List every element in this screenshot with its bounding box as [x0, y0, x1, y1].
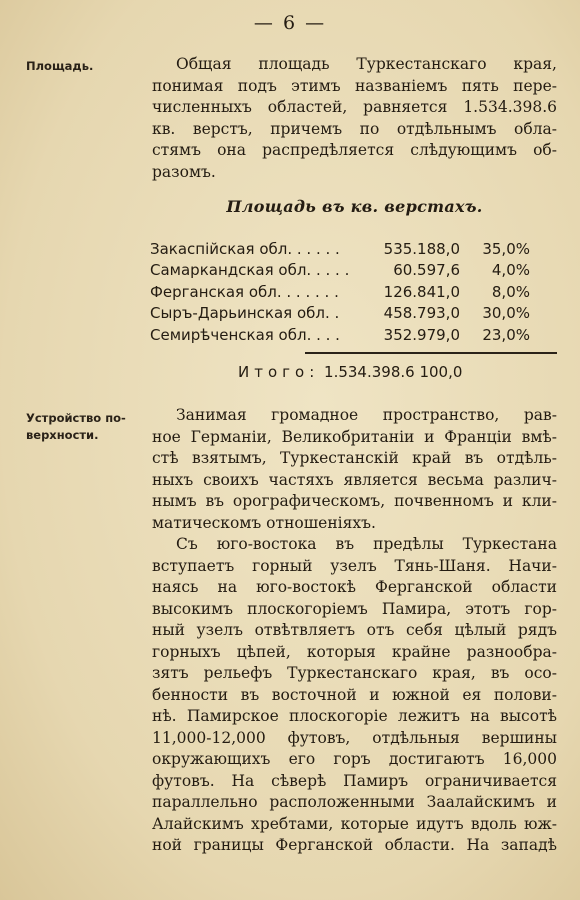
text-line: Общая площадь Туркестанскаго края,	[176, 55, 557, 73]
table-row	[150, 281, 530, 303]
table-row	[150, 238, 530, 260]
sidenote-relief-line-2: верхности.	[26, 428, 99, 442]
text-line: бенности въ восточной и южной ея полови-	[152, 685, 557, 704]
text-line: кв. верстъ, причемъ по отдѣльнымъ обла-	[152, 119, 557, 138]
intro-paragraph	[152, 54, 557, 183]
total-divider	[305, 352, 557, 354]
total-percent: 100,0	[419, 363, 463, 381]
table-row	[150, 324, 530, 346]
page-number: — 6 —	[253, 12, 327, 34]
text-line: численныхъ областей, равняется 1.534.398.6	[152, 98, 557, 116]
text-line: зятъ рельефъ Туркестанскаго края, въ осо-	[152, 664, 557, 682]
table-title: Площадь въ кв. верстахъ.	[226, 197, 483, 216]
text-line: горныхъ цѣпей, которыя крайне разнообра-	[152, 642, 557, 661]
region-area: 458.793,0	[383, 304, 460, 323]
text-line: разомъ.	[152, 162, 216, 181]
region-percent: 23,0%	[482, 325, 530, 344]
region-percent: 35,0%	[482, 239, 530, 258]
total-label: Итого:	[238, 363, 320, 381]
text-line: ное Германіи, Великобританіи и Франціи вмѣ-	[152, 427, 557, 446]
text-line: Съ юго-востока въ предѣлы Туркестана	[176, 535, 557, 553]
region-name: Самаркандская обл. . . . .	[150, 261, 350, 280]
region-name: Сыръ-Дарьинская обл. .	[150, 304, 340, 323]
region-area: 352.979,0	[383, 325, 460, 344]
total-row	[238, 363, 462, 381]
relief-paragraph-1	[152, 405, 557, 534]
text-line: футовъ. На сѣверѣ Памиръ ограничивается	[152, 771, 557, 790]
text-line: ныхъ своихъ частяхъ является весьма различ-	[152, 470, 557, 489]
table-row	[150, 303, 530, 325]
text-line: высокимъ плоскогоріемъ Памира, этотъ гор-	[152, 599, 557, 618]
text-line: параллельно расположенными Заалайскимъ и	[152, 793, 557, 811]
text-line: Алайскимъ хребтами, которые идутъ вдоль юж-	[152, 814, 557, 833]
sidenote-relief-line-1: Устройство по-	[26, 411, 126, 425]
text-line: 11,000-12,000 футовъ, отдѣльныя вершины	[152, 728, 557, 747]
text-line: вступаетъ горный узелъ Тянь-Шаня. Начи-	[152, 556, 557, 575]
text-line: ной границы Ферганской области. На западѣ	[152, 836, 557, 854]
region-percent: 8,0%	[491, 282, 530, 301]
text-line: понимая подъ этимъ названіемъ пять пере-	[152, 76, 557, 95]
region-name: Ферганская обл. . . . . . .	[150, 282, 339, 301]
text-line: матическомъ отношеніяхъ.	[152, 513, 376, 532]
text-line: стямъ она распредѣляется слѣдующимъ об-	[152, 141, 557, 159]
text-line: Занимая громадное пространство, рав-	[176, 406, 557, 424]
region-percent: 30,0%	[482, 304, 530, 323]
region-area: 60.597,6	[393, 261, 460, 280]
total-value: 1.534.398.6	[324, 363, 415, 381]
text-line: наясь на юго-востокѣ Ферганской области	[152, 578, 557, 596]
text-line: окружающихъ его горъ достигаютъ 16,000	[152, 750, 557, 768]
sidenote-area-text: Площадь.	[26, 59, 94, 73]
region-name: Семирѣченская обл. . . .	[150, 325, 340, 344]
sidenote-relief	[26, 410, 126, 444]
table-row	[150, 260, 530, 282]
region-area: 126.841,0	[383, 282, 460, 301]
relief-paragraph-2	[152, 534, 557, 857]
text-line: ный узелъ отвѣтвляетъ отъ себя цѣлый рядъ	[152, 621, 557, 639]
area-table	[150, 238, 530, 346]
text-line: стѣ взятымъ, Туркестанскій край въ отдѣль-	[152, 449, 557, 467]
region-name: Закаспійская обл. . . . . .	[150, 239, 340, 258]
text-line: нымъ въ орографическомъ, почвенномъ и кли-	[152, 492, 557, 510]
region-area: 535.188,0	[383, 239, 460, 258]
region-percent: 4,0%	[491, 261, 530, 280]
sidenote-area	[26, 58, 126, 75]
text-line: нѣ. Памирское плоскогоріе лежитъ на высотѣ	[152, 707, 557, 725]
